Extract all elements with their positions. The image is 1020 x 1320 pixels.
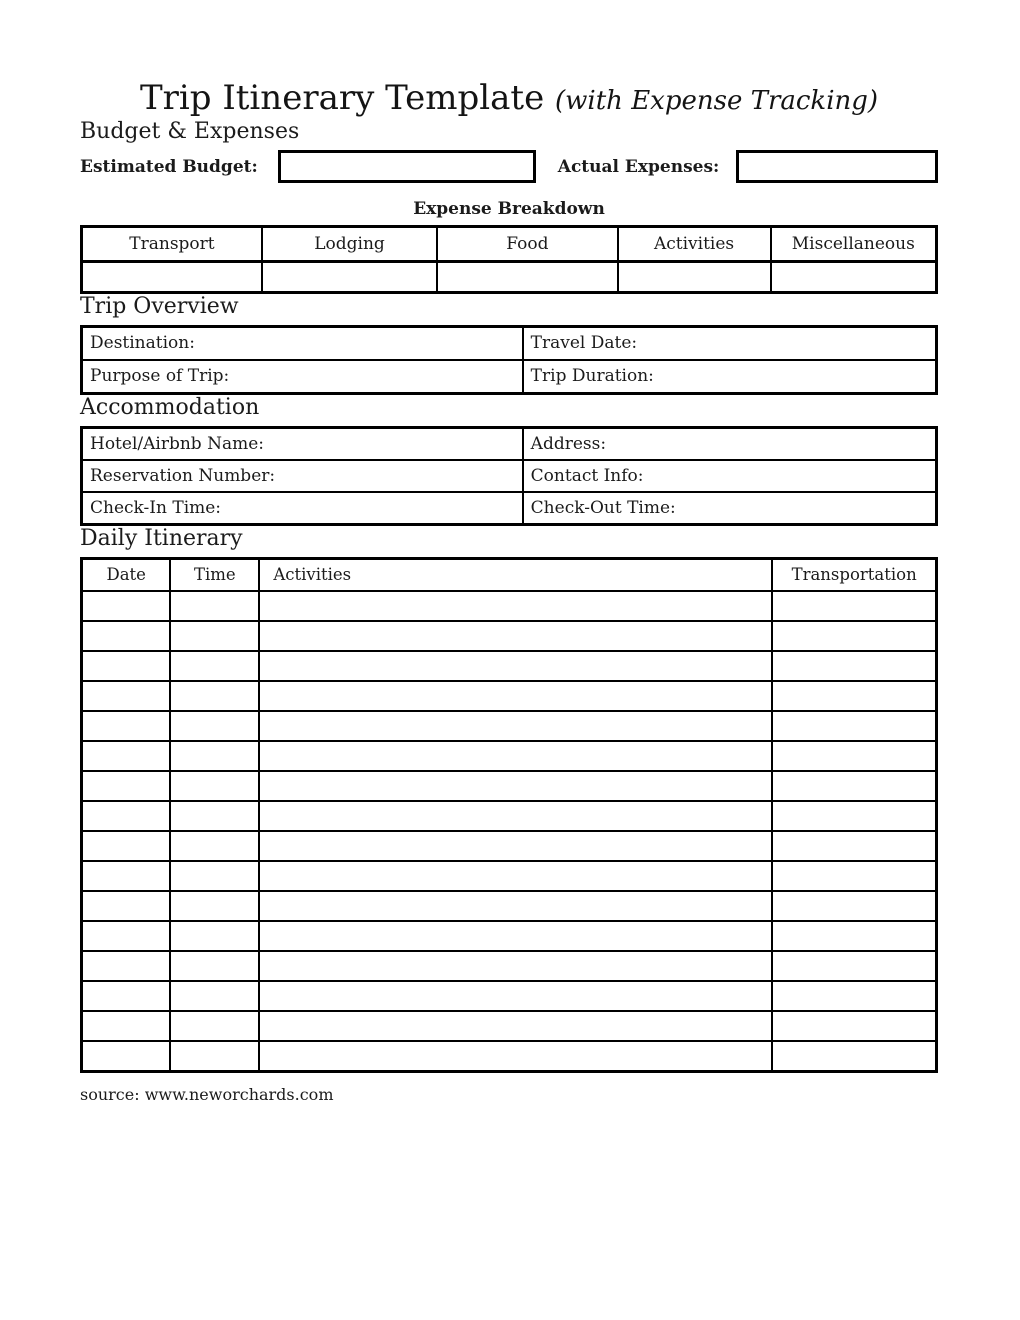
itinerary-empty-row	[82, 891, 937, 921]
expense-col-miscellaneous: Miscellaneous	[771, 226, 937, 261]
transportation-cell[interactable]	[772, 741, 936, 771]
estimated-budget-label: Estimated Budget:	[80, 156, 258, 177]
date-cell[interactable]	[82, 711, 171, 741]
activities-cell[interactable]	[259, 861, 772, 891]
activities-cell[interactable]	[259, 1041, 772, 1072]
time-cell[interactable]	[170, 621, 259, 651]
transportation-cell[interactable]	[772, 1041, 936, 1072]
time-cell[interactable]	[170, 951, 259, 981]
itinerary-col-transportation: Transportation	[772, 558, 936, 591]
time-cell[interactable]	[170, 681, 259, 711]
table-row	[82, 460, 937, 492]
itinerary-empty-row	[82, 621, 937, 651]
date-cell[interactable]	[82, 1041, 171, 1072]
time-cell[interactable]	[170, 801, 259, 831]
check-in-time-label: Check-In Time:	[90, 497, 222, 518]
date-cell[interactable]	[82, 801, 171, 831]
trip-duration-field[interactable]	[523, 360, 937, 394]
check-out-time-field[interactable]	[523, 492, 937, 525]
contact-info-label: Contact Info:	[530, 465, 644, 486]
reservation-number-label: Reservation Number:	[90, 465, 276, 486]
time-cell[interactable]	[170, 651, 259, 681]
itinerary-empty-row	[82, 981, 937, 1011]
expense-breakdown-title: Expense Breakdown	[413, 198, 605, 219]
transportation-cell[interactable]	[772, 951, 936, 981]
itinerary-empty-row	[82, 801, 937, 831]
activities-cell[interactable]	[259, 801, 772, 831]
activities-cell[interactable]	[259, 681, 772, 711]
expense-food-cell[interactable]	[437, 261, 617, 292]
expense-col-transport: Transport	[82, 226, 262, 261]
transportation-cell[interactable]	[772, 681, 936, 711]
date-cell[interactable]	[82, 861, 171, 891]
date-cell[interactable]	[82, 771, 171, 801]
transportation-cell[interactable]	[772, 621, 936, 651]
itinerary-header-row	[82, 558, 937, 591]
expense-header-row	[82, 226, 937, 261]
date-cell[interactable]	[82, 891, 171, 921]
date-cell[interactable]	[82, 951, 171, 981]
expense-col-activities: Activities	[618, 226, 771, 261]
itinerary-empty-row	[82, 951, 937, 981]
date-cell[interactable]	[82, 1011, 171, 1041]
date-cell[interactable]	[82, 591, 171, 621]
itinerary-empty-row	[82, 741, 937, 771]
activities-cell[interactable]	[259, 651, 772, 681]
date-cell[interactable]	[82, 651, 171, 681]
expense-breakdown-table	[80, 225, 938, 294]
itinerary-empty-row	[82, 681, 937, 711]
expense-values-row	[82, 261, 937, 292]
check-in-time-field[interactable]	[82, 492, 523, 525]
page-title	[80, 78, 938, 119]
itinerary-empty-row	[82, 651, 937, 681]
expense-activities-cell[interactable]	[618, 261, 771, 292]
transportation-cell[interactable]	[772, 651, 936, 681]
hotel-name-label: Hotel/Airbnb Name:	[90, 433, 264, 454]
section-heading-budget: Budget & Expenses	[80, 118, 300, 144]
source-note: source: www.neworchards.com	[80, 1084, 334, 1104]
transportation-cell[interactable]	[772, 771, 936, 801]
transportation-cell[interactable]	[772, 801, 936, 831]
time-cell[interactable]	[170, 921, 259, 951]
travel-date-field[interactable]	[523, 326, 937, 360]
budget-inputs-row	[80, 149, 938, 185]
address-field[interactable]	[523, 427, 937, 460]
date-cell[interactable]	[82, 981, 171, 1011]
section-heading-trip-overview: Trip Overview	[80, 293, 239, 319]
activities-cell[interactable]	[259, 771, 772, 801]
itinerary-col-date: Date	[82, 558, 171, 591]
actual-expenses-label: Actual Expenses:	[557, 156, 720, 177]
itinerary-empty-row	[82, 1041, 937, 1072]
transportation-cell[interactable]	[772, 921, 936, 951]
expense-miscellaneous-cell[interactable]	[771, 261, 937, 292]
page-title-main: Trip Itinerary Template	[139, 78, 545, 118]
hotel-name-field[interactable]	[82, 427, 523, 460]
activities-cell[interactable]	[259, 741, 772, 771]
expense-col-food: Food	[437, 226, 617, 261]
transportation-cell[interactable]	[772, 831, 936, 861]
transportation-cell[interactable]	[772, 711, 936, 741]
table-row	[82, 492, 937, 525]
accommodation-table	[80, 426, 938, 526]
purpose-of-trip-field[interactable]	[82, 360, 523, 394]
expense-col-lodging: Lodging	[262, 226, 437, 261]
transportation-cell[interactable]	[772, 981, 936, 1011]
activities-cell[interactable]	[259, 831, 772, 861]
estimated-budget-input[interactable]	[278, 150, 536, 183]
expense-transport-cell[interactable]	[82, 261, 262, 292]
activities-cell[interactable]	[259, 921, 772, 951]
trip-overview-table	[80, 325, 938, 395]
itinerary-empty-row	[82, 831, 937, 861]
date-cell[interactable]	[82, 831, 171, 861]
activities-cell[interactable]	[259, 951, 772, 981]
contact-info-field[interactable]	[523, 460, 937, 492]
time-cell[interactable]	[170, 981, 259, 1011]
time-cell[interactable]	[170, 711, 259, 741]
purpose-of-trip-label: Purpose of Trip:	[90, 366, 230, 387]
itinerary-empty-row	[82, 771, 937, 801]
itinerary-empty-row	[82, 921, 937, 951]
itinerary-empty-row	[82, 1011, 937, 1041]
expense-lodging-cell[interactable]	[262, 261, 437, 292]
activities-cell[interactable]	[259, 711, 772, 741]
activities-cell[interactable]	[259, 891, 772, 921]
address-label: Address:	[530, 433, 607, 454]
table-row	[82, 326, 937, 360]
activities-cell[interactable]	[259, 1011, 772, 1041]
itinerary-col-time: Time	[170, 558, 259, 591]
date-cell[interactable]	[82, 921, 171, 951]
table-row	[82, 360, 937, 394]
activities-cell[interactable]	[259, 591, 772, 621]
time-cell[interactable]	[170, 891, 259, 921]
itinerary-empty-row	[82, 711, 937, 741]
time-cell[interactable]	[170, 1041, 259, 1072]
activities-cell[interactable]	[259, 621, 772, 651]
transportation-cell[interactable]	[772, 891, 936, 921]
date-cell[interactable]	[82, 681, 171, 711]
section-heading-accommodation: Accommodation	[80, 394, 260, 420]
time-cell[interactable]	[170, 741, 259, 771]
table-row	[82, 427, 937, 460]
time-cell[interactable]	[170, 861, 259, 891]
date-cell[interactable]	[82, 741, 171, 771]
date-cell[interactable]	[82, 621, 171, 651]
check-out-time-label: Check-Out Time:	[530, 497, 676, 518]
itinerary-col-activities: Activities	[259, 558, 772, 591]
transportation-cell[interactable]	[772, 861, 936, 891]
actual-expenses-input[interactable]	[736, 150, 938, 183]
page-title-suffix: (with Expense Tracking)	[555, 86, 879, 116]
time-cell[interactable]	[170, 831, 259, 861]
itinerary-empty-row	[82, 861, 937, 891]
section-heading-daily-itinerary: Daily Itinerary	[80, 525, 243, 551]
reservation-number-field[interactable]	[82, 460, 523, 492]
destination-field[interactable]	[82, 326, 523, 360]
trip-duration-label: Trip Duration:	[530, 366, 654, 387]
time-cell[interactable]	[170, 591, 259, 621]
time-cell[interactable]	[170, 1011, 259, 1041]
travel-date-label: Travel Date:	[530, 333, 638, 354]
destination-label: Destination:	[90, 333, 195, 354]
daily-itinerary-table	[80, 557, 938, 1073]
itinerary-empty-row	[82, 591, 937, 621]
activities-cell[interactable]	[259, 981, 772, 1011]
transportation-cell[interactable]	[772, 1011, 936, 1041]
transportation-cell[interactable]	[772, 591, 936, 621]
time-cell[interactable]	[170, 771, 259, 801]
